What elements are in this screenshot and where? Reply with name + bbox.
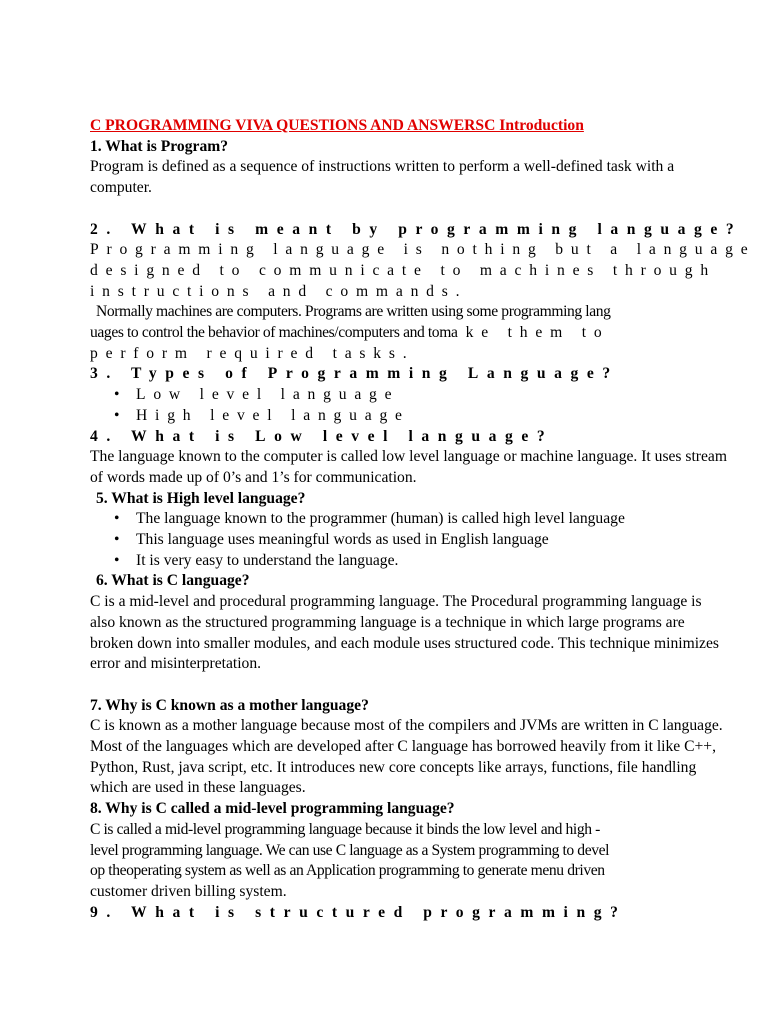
answer-2-line-2: designed to communicate to machines through — [90, 261, 716, 279]
answer-1: Program is defined as a sequence of instructions written to perform a well-defined task with a computer. — [90, 158, 675, 197]
list-item: • High level language — [90, 406, 730, 427]
answer-2-line-3: instructions and commands. — [90, 282, 468, 300]
list-item: • It is very easy to understand the language. — [90, 551, 730, 572]
answer-8-line-4: customer driven billing system. — [90, 882, 287, 900]
question-3: 3. Types of Programming Language? — [90, 365, 619, 383]
answer-2b-line-3: perform required tasks. — [90, 344, 415, 362]
document-title: C PROGRAMMING VIVA QUESTIONS AND ANSWERSC Introduction — [90, 117, 584, 134]
red-underline-mark — [90, 96, 730, 116]
list-item: • This language uses meaningful words as used in English language — [90, 530, 730, 551]
question-9: 9. What is structured programming? — [90, 903, 627, 921]
answer-8-line-3: op theoperating system as well as an Application programming to generate menu driven — [90, 862, 605, 880]
question-1: 1. What is Program? — [90, 137, 229, 155]
answer-7: C is known as a mother language because most of the compilers and JVMs are written in C language. Most of the languages which are developed after C language has borrowed heavily from it like C++, Python, Rust, java script, etc. It introduces new core concepts like arrays, functions, file handling which are used in these languages. — [90, 717, 723, 797]
answer-8-line-2: level programming language. We can use C language as a System programming to devel — [90, 841, 610, 859]
question-8: 8. Why is C called a mid-level programming language? — [90, 800, 455, 818]
document-body — [90, 96, 756, 923]
list-item: • Low level language — [90, 385, 730, 406]
question-5: 5. What is High level language? — [96, 489, 306, 507]
list-item: • The language known to the programmer (human) is called high level language — [90, 509, 730, 530]
answer-2b-line-2: uages to control the behavior of machines/computers and tomake them to — [90, 324, 610, 342]
answer-6: C is a mid-level and procedural programming language. The Procedural programming language is also known as the structured programming language is a technique in which large programs are broken down into smaller modules, and each module uses structured code. This technique minimizes error and misinterpretation. — [90, 593, 719, 673]
question-2: 2. What is meant by programming language? — [90, 220, 743, 238]
answer-2b-line-1: Normally machines are computers. Programs are written using some programming lang — [96, 303, 611, 321]
question-7: 7. Why is C known as a mother language? — [90, 696, 369, 714]
blank-line — [90, 199, 730, 220]
answer-2-line-1: Programming language is nothing but a language — [90, 241, 756, 259]
high-level-list — [90, 509, 730, 571]
language-types-list — [90, 385, 730, 426]
question-4: 4. What is Low level language? — [90, 427, 554, 445]
answer-8-line-1: C is called a mid-level programming language because it binds the low level and high - — [90, 820, 600, 838]
question-6: 6. What is C language? — [96, 572, 250, 590]
answer-4: The language known to the computer is called low level language or machine language. It uses stream of words made up of 0’s and 1’s for communication. — [90, 448, 727, 486]
blank-line — [90, 675, 730, 696]
